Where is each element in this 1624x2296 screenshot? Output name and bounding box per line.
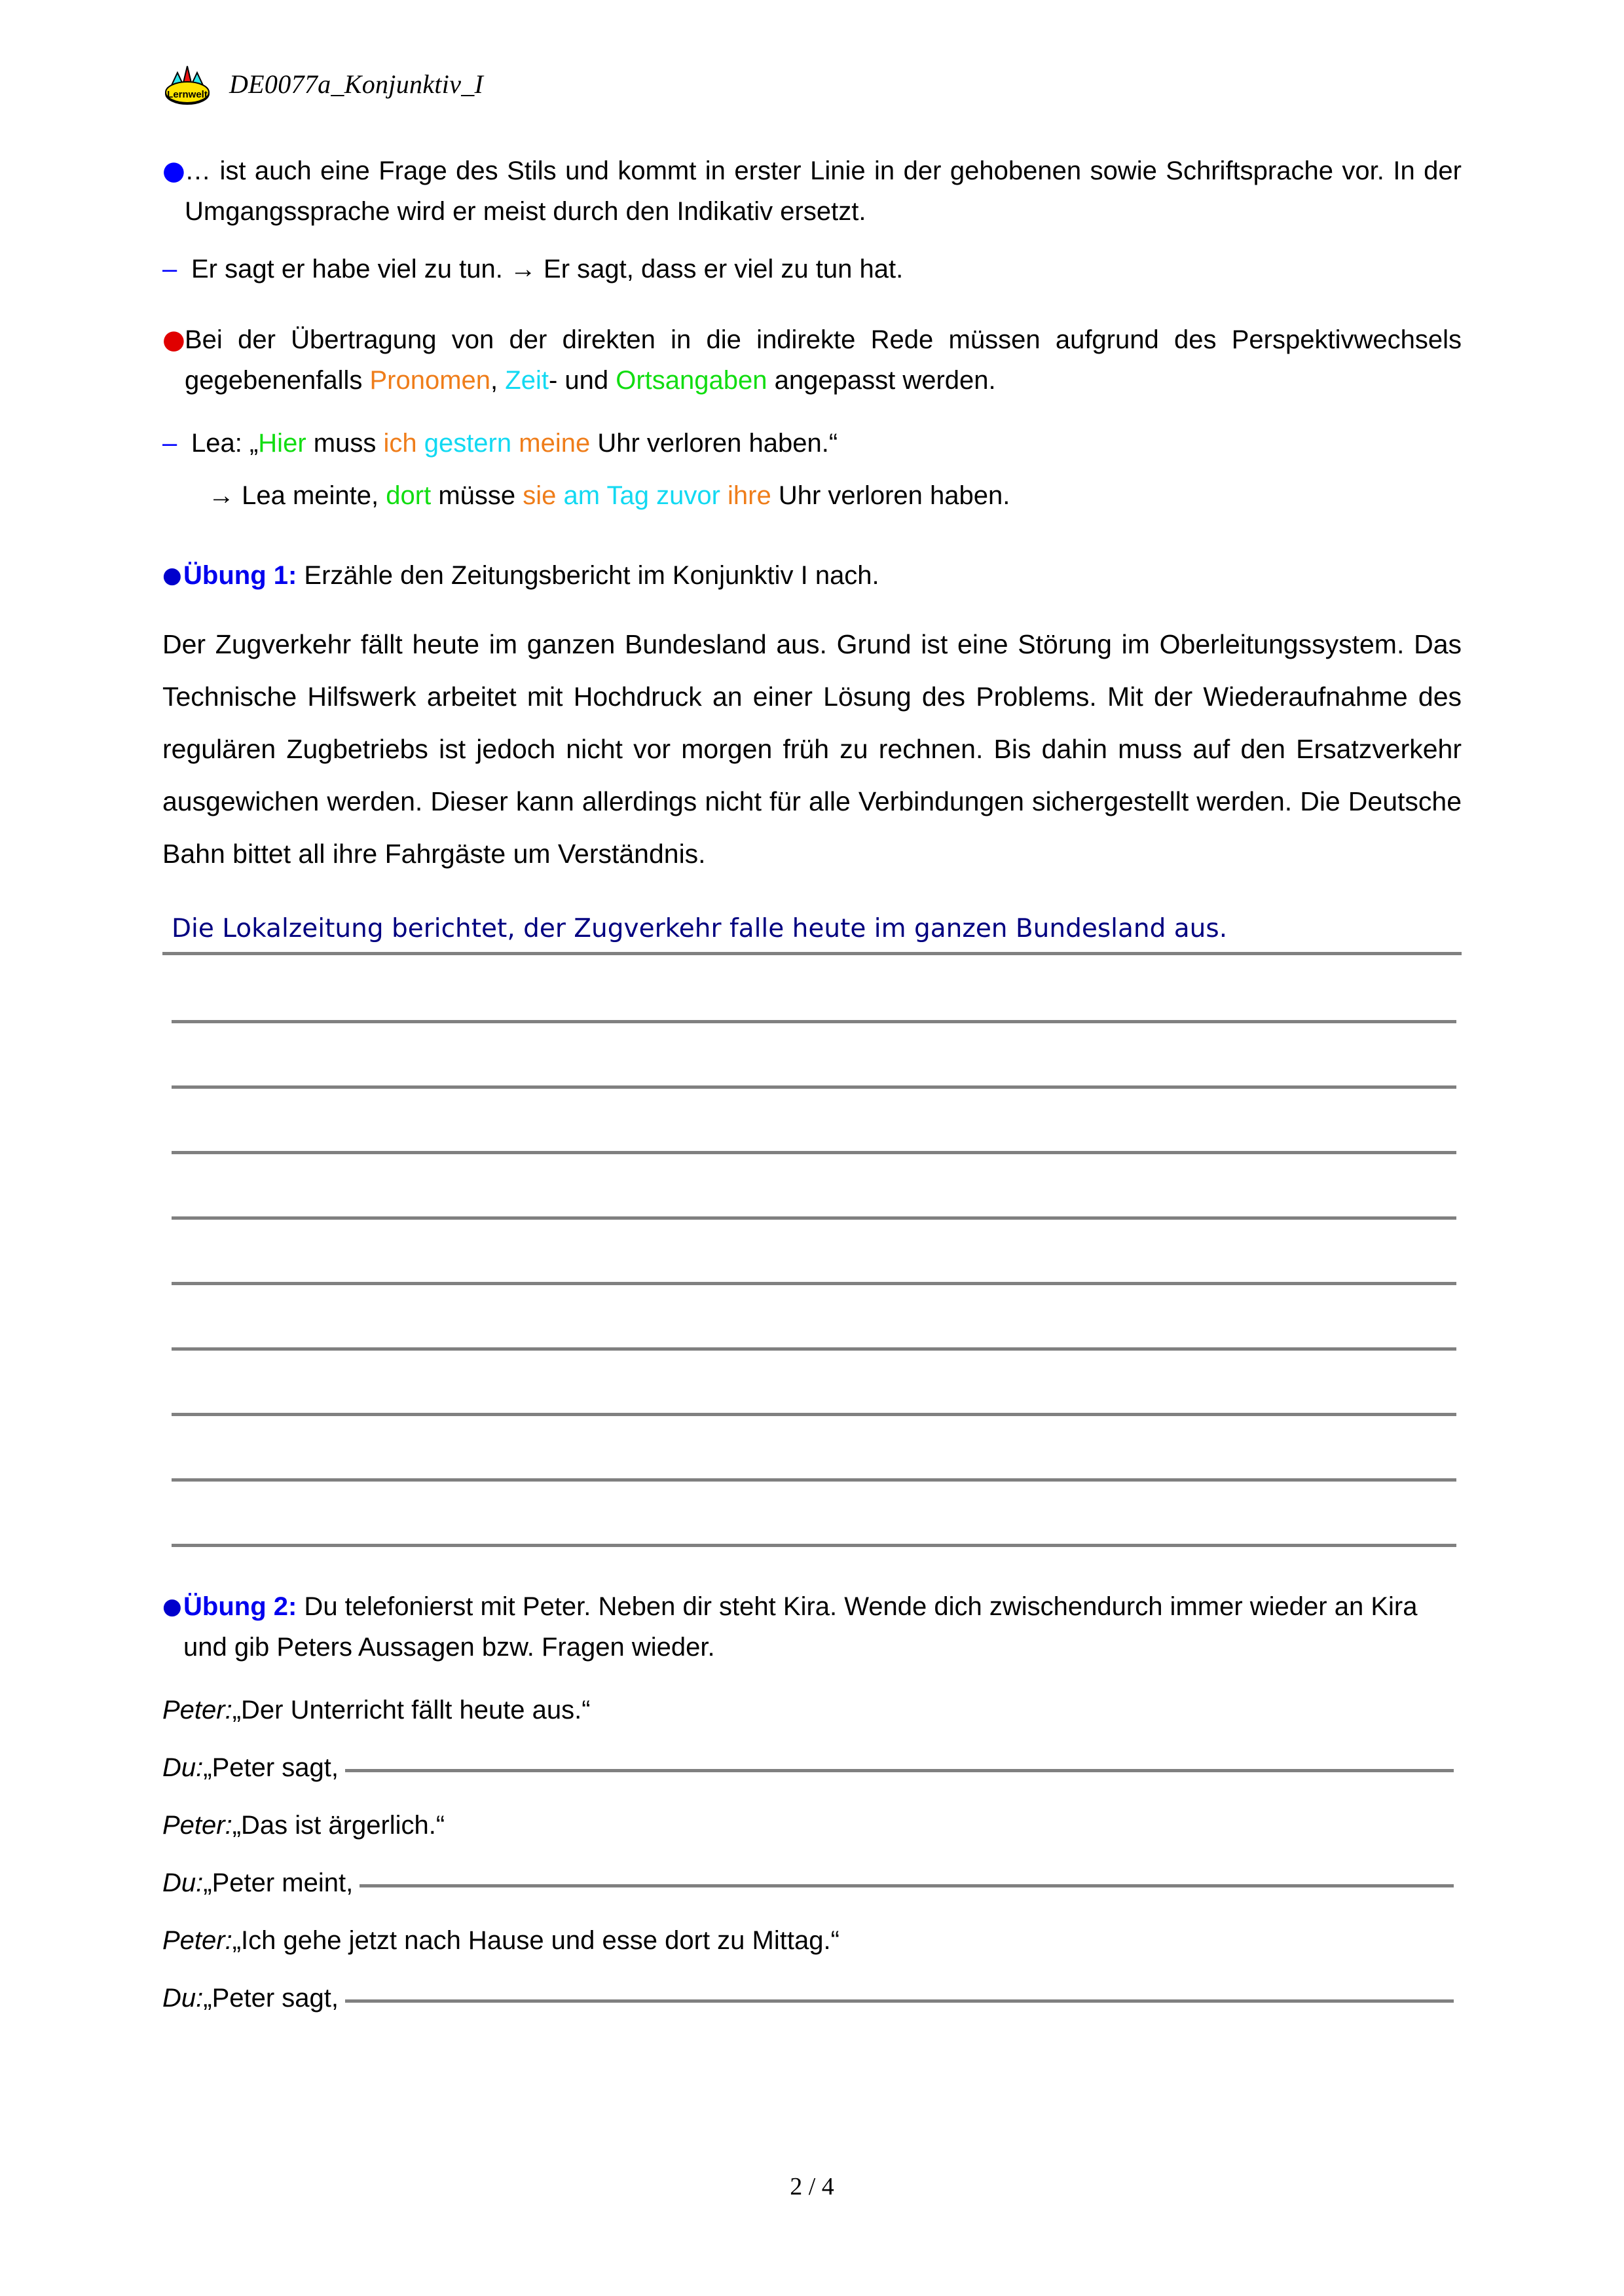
dialogue-quote: „Peter meint, <box>203 1868 354 1897</box>
uebertragung-sep-2: - und <box>548 366 616 395</box>
dialogue-quote: „Peter sagt, <box>203 1984 339 2013</box>
dialogue-speaker: Peter: <box>162 1811 232 1840</box>
lea-indirect-tail: Uhr verloren haben. <box>771 481 1010 510</box>
exercise-1-heading <box>162 555 1462 596</box>
word-gestern: gestern <box>424 429 512 458</box>
lea-direct-lead: Lea: „ <box>191 429 259 458</box>
bullet-dot-red-icon: ● <box>162 325 185 355</box>
page-number: 2 / 4 <box>790 2173 834 2200</box>
dialogue-spacer <box>162 1788 1462 1805</box>
bullet-dot-icon: ● <box>162 156 185 186</box>
dialogue-answer-rule[interactable] <box>360 1884 1454 1887</box>
blank-answer-lines <box>162 955 1462 1547</box>
dialogue-speaker: Peter: <box>162 1926 232 1955</box>
dialogue-quote: „Peter sagt, <box>203 1753 339 1782</box>
example-lea-direct <box>162 423 1462 464</box>
word-zeit: Zeit <box>505 366 549 395</box>
exercise-dot-icon: ● <box>162 562 182 589</box>
dialogue-spacer <box>162 1846 1462 1863</box>
bullet-item-stils <box>162 151 1462 232</box>
blank-answer-line[interactable] <box>172 1089 1456 1154</box>
bullet-text-uebertragung <box>185 319 1462 401</box>
uebertragung-part-1: Bei der Übertragung von der direkten in die indirekte Rede müssen aufgrund des Perspektivwechsels gegebenenfalls <box>185 325 1462 395</box>
sample-answer-line[interactable]: Die Lokalzeitung berichtet, der Zugverkehr falle heute im ganzen Bundesland aus. <box>162 910 1462 955</box>
word-ortsangaben: Ortsangaben <box>616 366 767 395</box>
dialogue-speaker: Du: <box>162 1868 204 1897</box>
lea-direct-mid-1: muss <box>306 429 384 458</box>
dialogue-answer-rule[interactable] <box>345 1769 1454 1772</box>
dialogue-row <box>162 1690 1462 1730</box>
lea-indirect-sp-2 <box>720 481 728 510</box>
word-ich: ich <box>383 429 417 458</box>
blank-answer-line[interactable] <box>172 1416 1456 1482</box>
example-er-sagt <box>162 249 1462 289</box>
bullet-text-stils: … ist auch eine Frage des Stils und kommt in erster Linie in der gehobenen sowie Schriftsprache vor. In der Umgangssprache wird er meist durch den Indikativ ersetzt. <box>185 156 1462 226</box>
dialogue-quote: „Das ist ärgerlich.“ <box>232 1811 445 1840</box>
dash-marker-icon: – <box>162 255 177 283</box>
page-header <box>162 62 483 105</box>
dialogue-row <box>162 1805 1462 1846</box>
blank-answer-line[interactable] <box>172 955 1456 1023</box>
exercise-2-heading <box>162 1586 1462 1667</box>
dialogue-speaker: Du: <box>162 1984 204 2013</box>
exercise-2-dot-icon: ● <box>162 1594 182 1620</box>
dialogue-row <box>162 1978 1462 2018</box>
document-code: DE0077a_Konjunktiv_I <box>229 69 484 99</box>
lea-indirect-lead: Lea meinte, <box>242 481 386 510</box>
blank-answer-line[interactable] <box>172 1482 1456 1547</box>
blank-answer-line[interactable] <box>172 1154 1456 1220</box>
dialogue-row <box>162 1863 1462 1903</box>
dialogue-quote: „Der Unterricht fällt heute aus.“ <box>232 1696 591 1724</box>
dash-marker-lea-icon: – <box>162 429 177 458</box>
exercise-2-instruction: Du telefonierst mit Peter. Neben dir steht Kira. Wende dich zwischendurch immer wieder an Kira und gib Peters Aussagen bzw. Fragen wieder. <box>183 1592 1418 1662</box>
word-dort: dort <box>386 481 432 510</box>
blank-answer-line[interactable] <box>172 1220 1456 1285</box>
lernwelt-logo-icon <box>162 62 212 105</box>
lea-indirect-sp-1 <box>556 481 563 510</box>
lea-direct-text <box>191 423 1462 464</box>
example-er-sagt-text: Er sagt er habe viel zu tun. → Er sagt, dass er viel zu tun hat. <box>191 255 904 283</box>
dialogue-row <box>162 1747 1462 1788</box>
page-content <box>162 151 1462 2018</box>
word-am-tag-zuvor: am Tag zuvor <box>563 481 720 510</box>
lea-indirect-mid-1: müsse <box>431 481 523 510</box>
svg-text:Lernwelt: Lernwelt <box>167 89 208 100</box>
word-meine: meine <box>519 429 591 458</box>
word-pronomen: Pronomen <box>369 366 491 395</box>
bullet-item-uebertragung <box>162 319 1462 401</box>
dialogue-spacer <box>162 1903 1462 1920</box>
dialogue-row <box>162 1920 1462 1961</box>
newspaper-report-text: Der Zugverkehr fällt heute im ganzen Bundesland aus. Grund ist eine Störung im Oberleitungssystem. Das Technische Hilfswerk arbeitet mit Hochdruck an einer Lösung des Problems. Mit der Wiederaufnahme des regulären Zugbetriebs ist jedoch nicht vor morgen früh zu rechnen. Bis dahin muss auf den Ersatzverkehr ausgewichen werden. Dieser kann allerdings nicht für alle Verbindungen sichergestellt werden. Die Deutsche Bahn bittet all ihre Fahrgäste um Verständnis. <box>162 629 1462 869</box>
lea-indirect-arrow-icon: → <box>208 481 242 510</box>
uebertragung-sep-1: , <box>490 366 506 395</box>
exercise-2-label: Übung 2: <box>183 1592 297 1621</box>
dialogue-speaker: Du: <box>162 1753 204 1782</box>
word-sie: sie <box>523 481 557 510</box>
dialogue-spacer <box>162 1961 1462 1978</box>
blank-answer-line[interactable] <box>172 1351 1456 1416</box>
dialogue-list <box>162 1690 1462 2018</box>
dialogue-speaker: Peter: <box>162 1696 232 1724</box>
page-footer <box>0 2172 1624 2201</box>
word-hier: Hier <box>258 429 306 458</box>
lea-direct-tail: Uhr verloren haben.“ <box>590 429 838 458</box>
exercise-1-label: Übung 1: <box>183 561 297 590</box>
blank-answer-line[interactable] <box>172 1023 1456 1089</box>
lea-direct-sp-2 <box>511 429 519 458</box>
blank-answer-line[interactable] <box>172 1285 1456 1351</box>
dialogue-spacer <box>162 1730 1462 1747</box>
lea-direct-sp-1 <box>417 429 424 458</box>
dialogue-quote: „Ich gehe jetzt nach Hause und esse dort zu Mittag.“ <box>232 1926 840 1955</box>
exercise-1-instruction: Erzähle den Zeitungsbericht im Konjunktiv I nach. <box>297 561 879 590</box>
word-ihre: ihre <box>728 481 771 510</box>
dialogue-answer-rule[interactable] <box>345 1999 1454 2003</box>
uebertragung-part-2: angepasst werden. <box>767 366 996 395</box>
example-lea-indirect <box>162 475 1462 516</box>
